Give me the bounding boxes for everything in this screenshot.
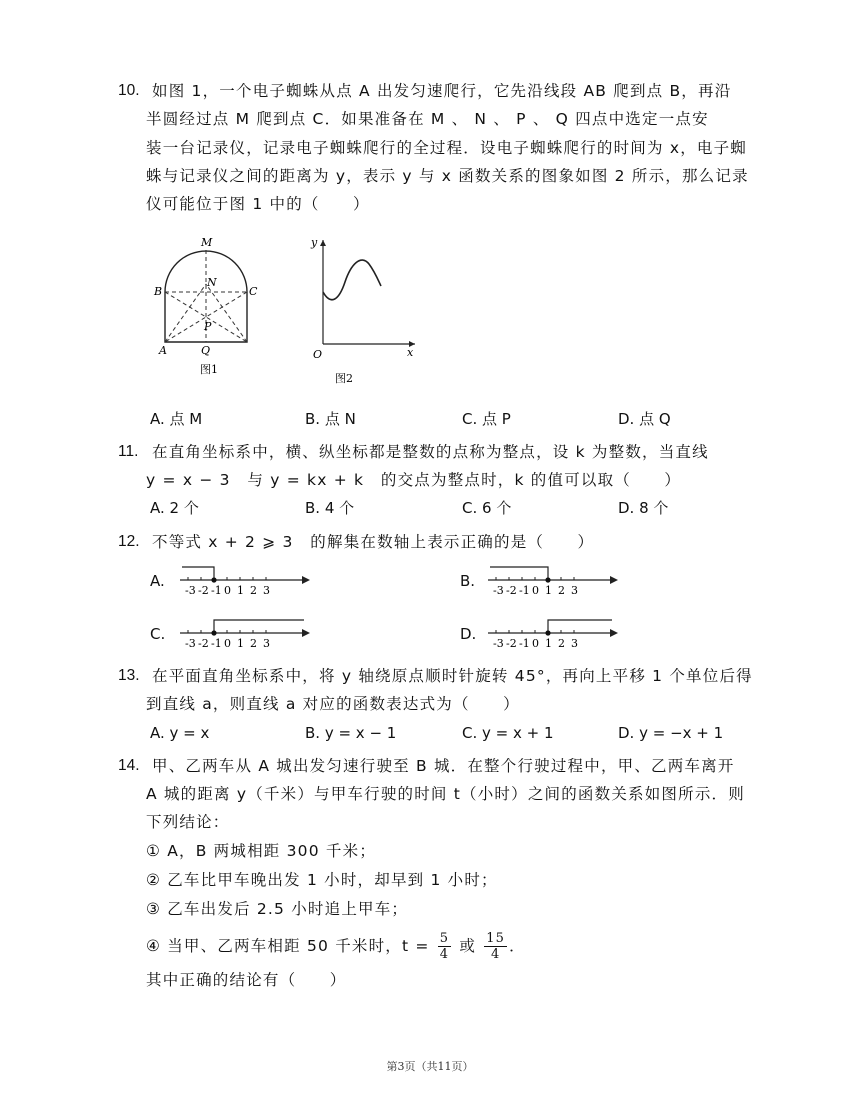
q10-line-4: 蛛与记录仪之间的距离为 y，表示 y 与 x 函数关系的图象如图 2 所示，那么记录 — [146, 167, 749, 185]
fig1-label-m: M — [201, 236, 213, 249]
q11-option-b[interactable]: B. 4 个 — [305, 499, 355, 517]
q14-statement-4: ④ 当甲、乙两车相距 50 千米时，t = $\frac{5}{4}$ 或 $\frac{15}{4}$ ． — [146, 931, 526, 962]
figure-1-arch — [150, 232, 270, 382]
fig1-label-b: B — [154, 285, 163, 298]
q12-numberline-c — [176, 613, 316, 651]
fig2-label-y: y — [311, 236, 318, 249]
tick-label: -2 — [198, 584, 209, 597]
axis-arrow — [302, 629, 310, 637]
q13-option-c[interactable]: C. y = x + 1 — [462, 724, 554, 742]
tick-label: 3 — [263, 637, 270, 650]
q14-or: 或 — [459, 937, 477, 955]
fraction-15-4: $\frac{15}{4}$ — [486, 931, 506, 962]
solid-point — [545, 577, 550, 582]
tick-label: 0 — [224, 637, 231, 650]
fraction-5-4: $\frac{5}{4}$ — [439, 931, 450, 962]
fig2-label-x: x — [407, 346, 414, 359]
tick-label: -1 — [519, 637, 530, 650]
q13-number: 13. — [118, 667, 140, 684]
q12-option-a-label[interactable]: A. — [150, 572, 165, 590]
q12-numberline-a — [176, 560, 316, 598]
tick-label: 3 — [571, 584, 578, 597]
tick-label: 1 — [237, 637, 244, 650]
q10-number: 10. — [118, 82, 140, 99]
tick-label: 2 — [558, 584, 565, 597]
tick-label: -1 — [211, 584, 222, 597]
fig2-caption: 图2 — [335, 372, 353, 385]
tick-label: 0 — [224, 584, 231, 597]
tick-label: -3 — [185, 584, 196, 597]
q11-line-1: 在直角坐标系中，横、纵坐标都是整数的点称为整点，设 k 为整数，当直线 — [152, 443, 709, 461]
tick-label: -3 — [493, 584, 504, 597]
fig1-label-n: N — [207, 276, 217, 289]
q11-option-a[interactable]: A. 2 个 — [150, 499, 199, 517]
tick-label: -3 — [493, 637, 504, 650]
solution-ray — [182, 567, 214, 580]
fig2-label-o: O — [313, 348, 323, 361]
solid-point — [211, 577, 216, 582]
q14-statement-3: ③ 乙车出发后 2.5 小时追上甲车； — [146, 900, 409, 918]
q12-option-b-label[interactable]: B. — [460, 572, 476, 590]
tick-label: -3 — [185, 637, 196, 650]
q14-statement-4-text: ④ 当甲、乙两车相距 50 千米时，t = — [146, 937, 430, 955]
tick-label: 1 — [545, 584, 552, 597]
tick-label: -2 — [506, 584, 517, 597]
axis-arrow — [610, 576, 618, 584]
q12-numberline-b — [484, 560, 624, 598]
tick-label: 0 — [532, 637, 539, 650]
tick-label: -1 — [211, 637, 222, 650]
q12-number: 12. — [118, 533, 140, 550]
q11-number: 11. — [118, 443, 139, 460]
q14-statement-2: ② 乙车比甲车晚出发 1 小时，却早到 1 小时； — [146, 871, 498, 889]
q12-line-1: 不等式 x + 2 ⩾ 3 的解集在数轴上表示正确的是（ ） — [152, 533, 595, 551]
q14-line-2: A 城的距离 y（千米）与甲车行驶的时间 t（小时）之间的函数关系如图所示．则 — [146, 785, 745, 803]
axis-arrow — [610, 629, 618, 637]
page-footer: 第3页（共11页） — [386, 1060, 474, 1073]
tick-label: 1 — [237, 584, 244, 597]
tick-label: -2 — [506, 637, 517, 650]
fig1-label-c: C — [249, 285, 258, 298]
solution-ray — [490, 567, 548, 580]
fig1-label-a: A — [159, 344, 167, 357]
fig1-label-q: Q — [201, 344, 211, 357]
fig1-label-p: P — [204, 320, 212, 333]
q10-option-b[interactable]: B. 点 N — [305, 410, 356, 428]
q10-line-5: 仪可能位于图 1 中的（ ） — [146, 195, 370, 213]
solution-ray — [548, 620, 612, 633]
solid-point — [545, 630, 550, 635]
solid-point — [211, 630, 216, 635]
q13-option-b[interactable]: B. y = x − 1 — [305, 724, 397, 742]
tick-label: 2 — [250, 584, 257, 597]
tick-label: 2 — [558, 637, 565, 650]
q10-line-3: 装一台记录仪，记录电子蜘蛛爬行的全过程．设电子蜘蛛爬行的时间为 x，电子蜘 — [146, 139, 748, 157]
q13-option-a[interactable]: A. y = x — [150, 724, 210, 742]
q10-line-2: 半圆经过点 M 爬到点 C．如果准备在 M 、 N 、 P 、 Q 四点中选定一点安 — [146, 110, 709, 128]
q13-line-2: 到直线 a，则直线 a 对应的函数表达式为（ ） — [146, 695, 520, 713]
fig1-caption: 图1 — [200, 363, 218, 376]
q10-option-c[interactable]: C. 点 P — [462, 410, 511, 428]
q10-option-a[interactable]: A. 点 M — [150, 410, 203, 428]
q13-option-d[interactable]: D. y = −x + 1 — [618, 724, 724, 742]
q14-line-3: 下列结论： — [146, 813, 230, 831]
figure-2-graph — [305, 232, 425, 387]
q11-line-2: y = x − 3 与 y = kx + k 的交点为整点时，k 的值可以取（ ） — [146, 471, 682, 489]
q11-option-c[interactable]: C. 6 个 — [462, 499, 512, 517]
q12-option-d-label[interactable]: D. — [460, 625, 477, 643]
q14-line-1: 甲、乙两车从 A 城出发匀速行驶至 B 城．在整个行驶过程中，甲、乙两车离开 — [152, 757, 735, 775]
q10-option-d[interactable]: D. 点 Q — [618, 410, 671, 428]
q14-statement-1: ① A，B 两城相距 300 千米； — [146, 842, 377, 860]
tick-label: -1 — [519, 584, 530, 597]
q14-number: 14. — [118, 757, 140, 774]
tick-label: 3 — [263, 584, 270, 597]
axis-arrow — [302, 576, 310, 584]
q12-numberline-d — [484, 613, 624, 651]
q11-option-d[interactable]: D. 8 个 — [618, 499, 669, 517]
tick-label: 2 — [250, 637, 257, 650]
q12-option-c-label[interactable]: C. — [150, 625, 166, 643]
q13-line-1: 在平面直角坐标系中，将 y 轴绕原点顺时针旋转 45°，再向上平移 1 个单位后得 — [152, 667, 753, 685]
tick-label: 0 — [532, 584, 539, 597]
tick-label: 3 — [571, 637, 578, 650]
tick-label: -2 — [198, 637, 209, 650]
q10-line-1: 如图 1，一个电子蜘蛛从点 A 出发匀速爬行，它先沿线段 AB 爬到点 B，再沿 — [152, 82, 732, 100]
tick-label: 1 — [545, 637, 552, 650]
q14-line-4: 其中正确的结论有（ ） — [146, 971, 347, 989]
